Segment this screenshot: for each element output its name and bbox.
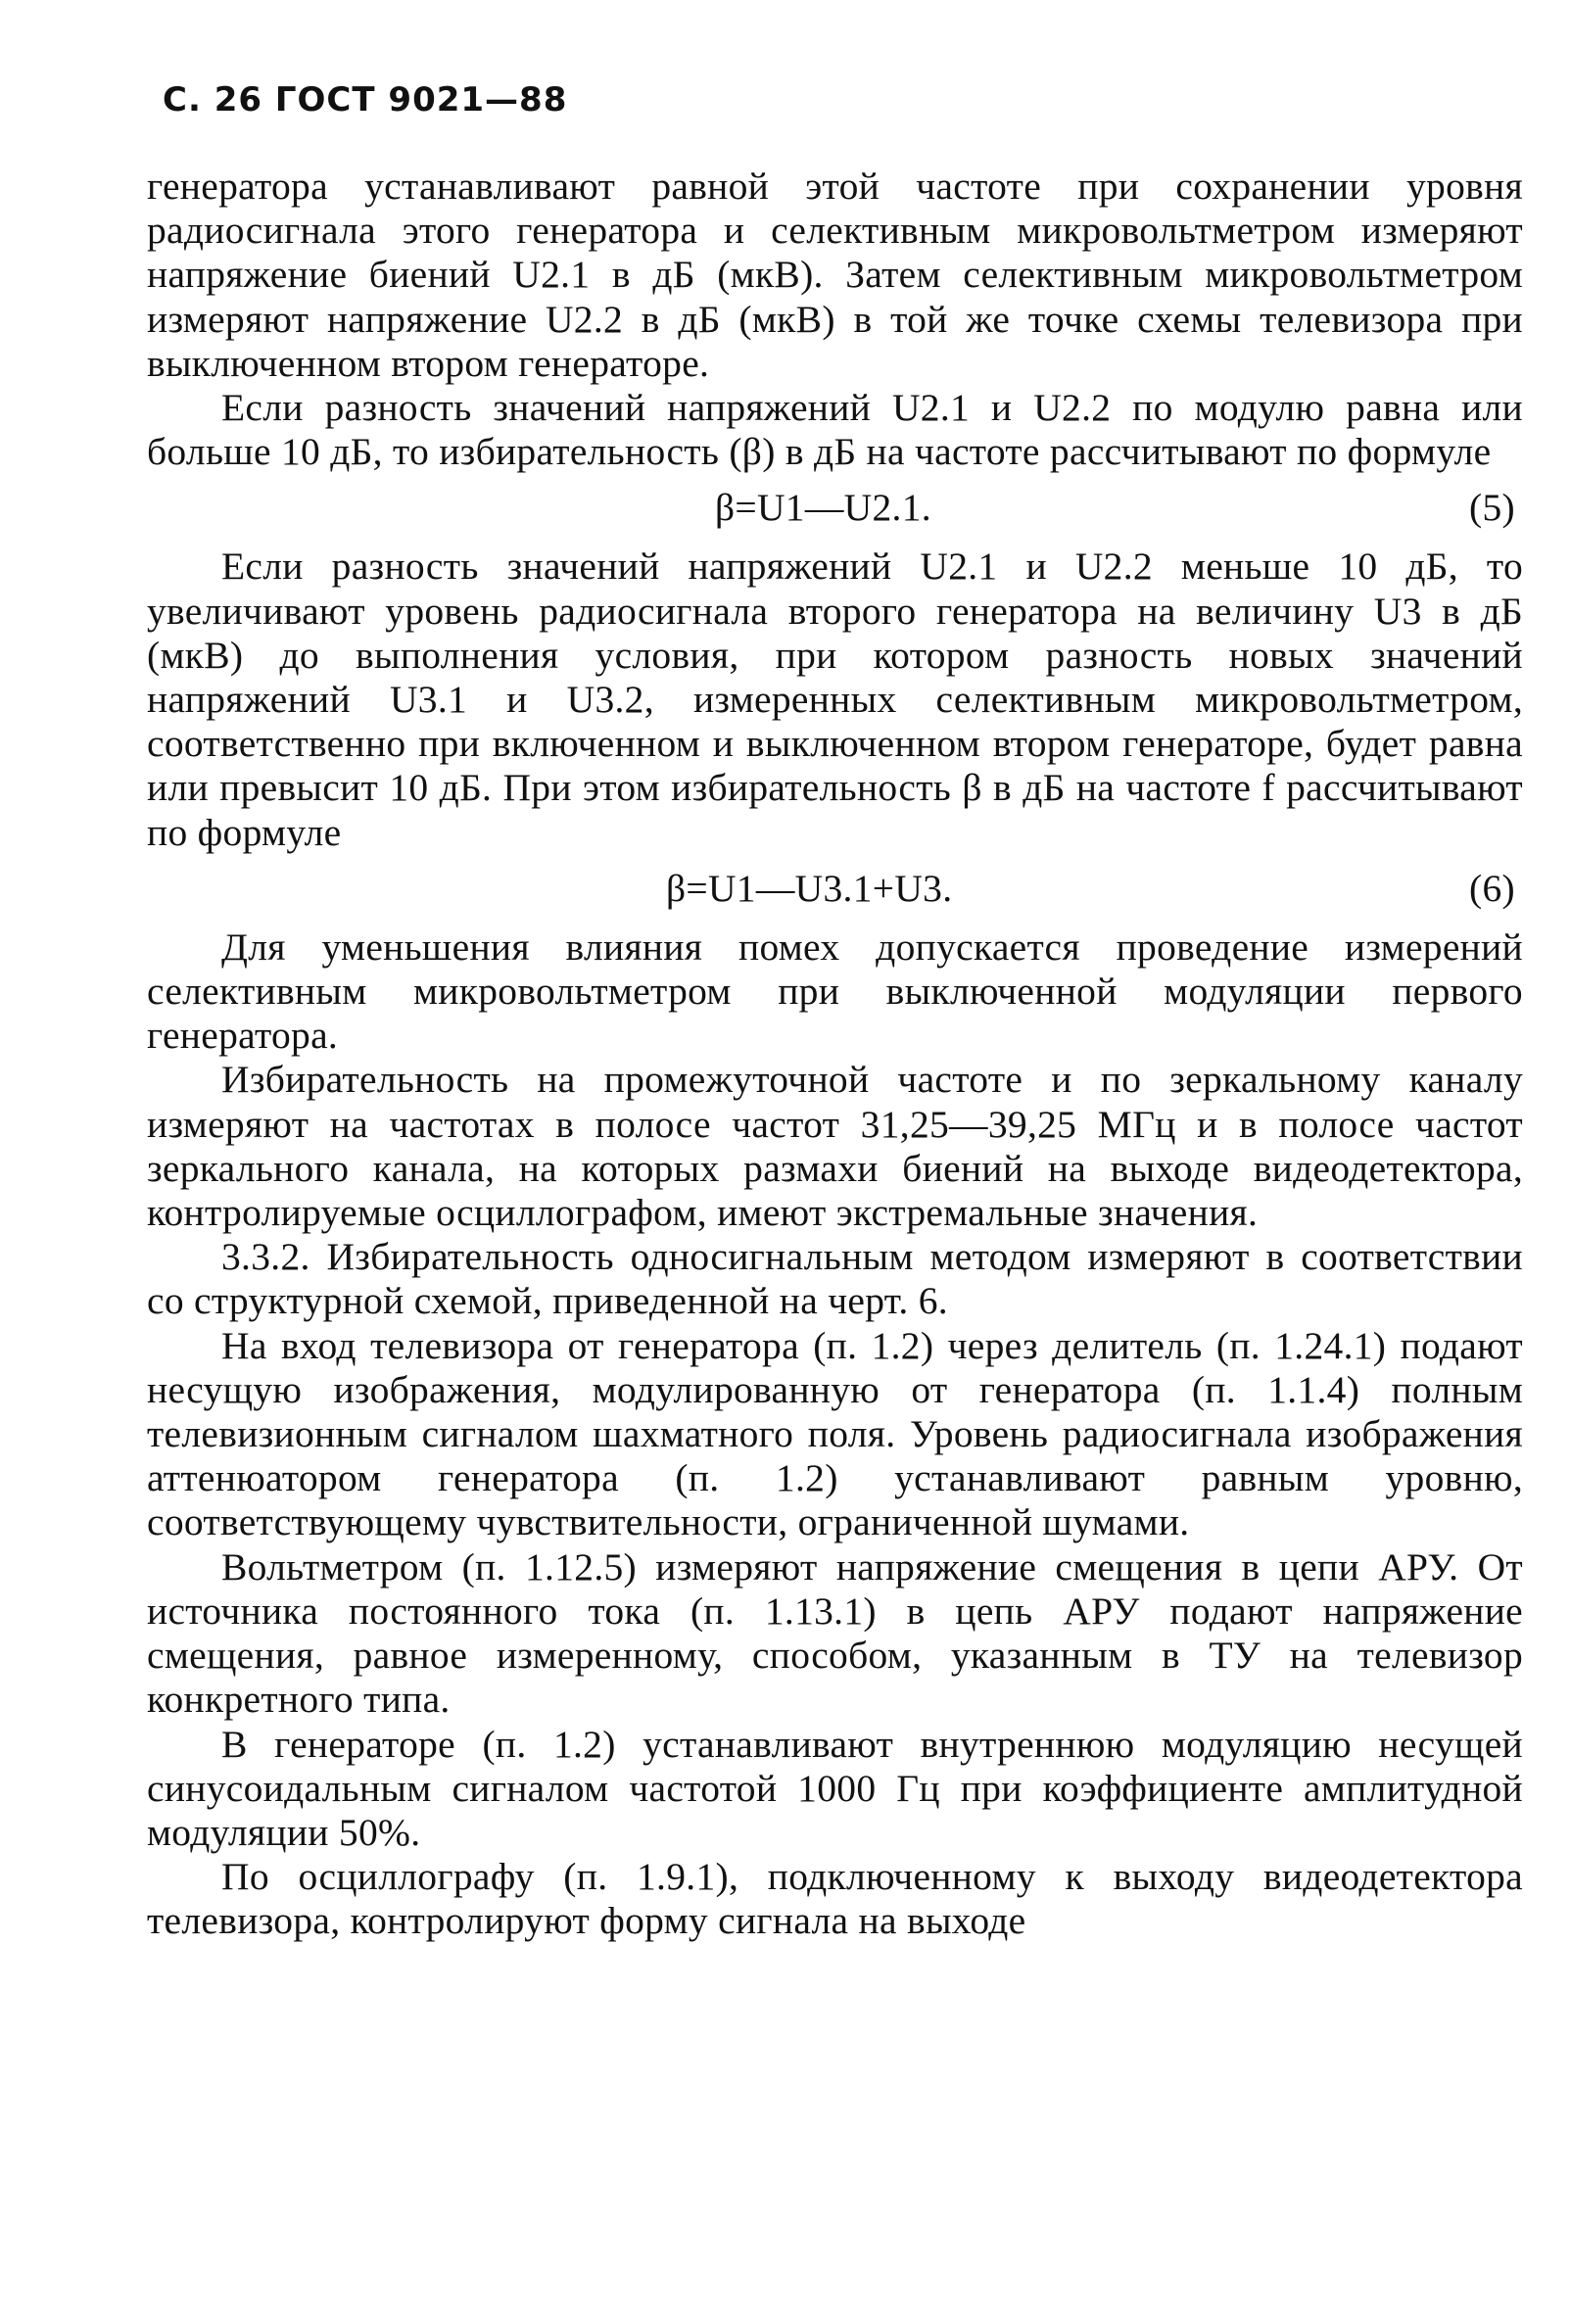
formula-5-expression: β=U1—U2.1. — [715, 486, 931, 530]
paragraph-2: Если разность значений напряжений U2.1 и U2.2 по модулю равна или больше 10 дБ, то избирательность (β) в дБ на частоте рассчитывают по формуле — [147, 386, 1523, 474]
formula-5 — [147, 480, 1523, 539]
formula-6-number: (6) — [1469, 866, 1515, 910]
document-body — [147, 165, 1523, 1944]
paragraph-4: Для уменьшения влияния помех допускается проведение измерений селективным микровольтметром при выключенной модуляции первого генератора. — [147, 925, 1523, 1058]
formula-6 — [147, 861, 1523, 920]
formula-5-number: (5) — [1469, 486, 1515, 530]
paragraph-1: генератора устанавливают равной этой частоте при сохранении уровня радиосигнала этого генератора и селективным микровольтметром измеряют напряжение биений U2.1 в дБ (мкВ). Затем селективным микровольтметром измеряют напряжение U2.2 в дБ (мкВ) в той же точке схемы телевизора при выключенном втором генераторе. — [147, 165, 1523, 385]
paragraph-10: По осциллографу (п. 1.9.1), подключенному к выходу видеодетектора телевизора, контролируют форму сигнала на выходе — [147, 1855, 1523, 1943]
page-header: С. 26 ГОСТ 9021—88 — [163, 80, 568, 119]
paragraph-9: В генераторе (п. 1.2) устанавливают внутреннюю модуляцию несущей синусоидальным сигналом частотой 1000 Гц при коэффициенте амплитудной модуляции 50%. — [147, 1722, 1523, 1854]
formula-6-expression: β=U1—U3.1+U3. — [666, 866, 953, 910]
paragraph-6: 3.3.2. Избирательность односигнальным методом измеряют в соответствии со структурной схемой, приведенной на черт. 6. — [147, 1235, 1523, 1323]
paragraph-8: Вольтметром (п. 1.12.5) измеряют напряжение смещения в цепи АРУ. От источника постоянного тока (п. 1.13.1) в цепь АРУ подают напряжение смещения, равное измеренному, способом, указанным в ТУ на телевизор конкретного типа. — [147, 1544, 1523, 1722]
paragraph-3: Если разность значений напряжений U2.1 и U2.2 меньше 10 дБ, то увеличивают уровень радиосигнала второго генератора на величину U3 в дБ (мкВ) до выполнения условия, при котором разность новых значений напряжений U3.1 и U3.2, измеренных селективным микровольтметром, соответственно при включенном и выключенном втором генераторе, будет равна или превысит 10 дБ. При этом избирательность β в дБ на частоте f рассчитывают по формуле — [147, 545, 1523, 854]
paragraph-5: Избирательность на промежуточной частоте и по зеркальному каналу измеряют на частотах в полосе частот 31,25—39,25 МГц и в полосе частот зеркального канала, на которых размахи биений на выходе видеодетектора, контролируемые осциллографом, имеют экстремальные значения. — [147, 1058, 1523, 1235]
paragraph-7: На вход телевизора от генератора (п. 1.2) через делитель (п. 1.24.1) подают несущую изображения, модулированную от генератора (п. 1.1.4) полным телевизионным сигналом шахматного поля. Уровень радиосигнала изображения аттенюатором генератора (п. 1.2) устанавливают равным уровню, соответствующему чувствительности, ограниченной шумами. — [147, 1323, 1523, 1544]
